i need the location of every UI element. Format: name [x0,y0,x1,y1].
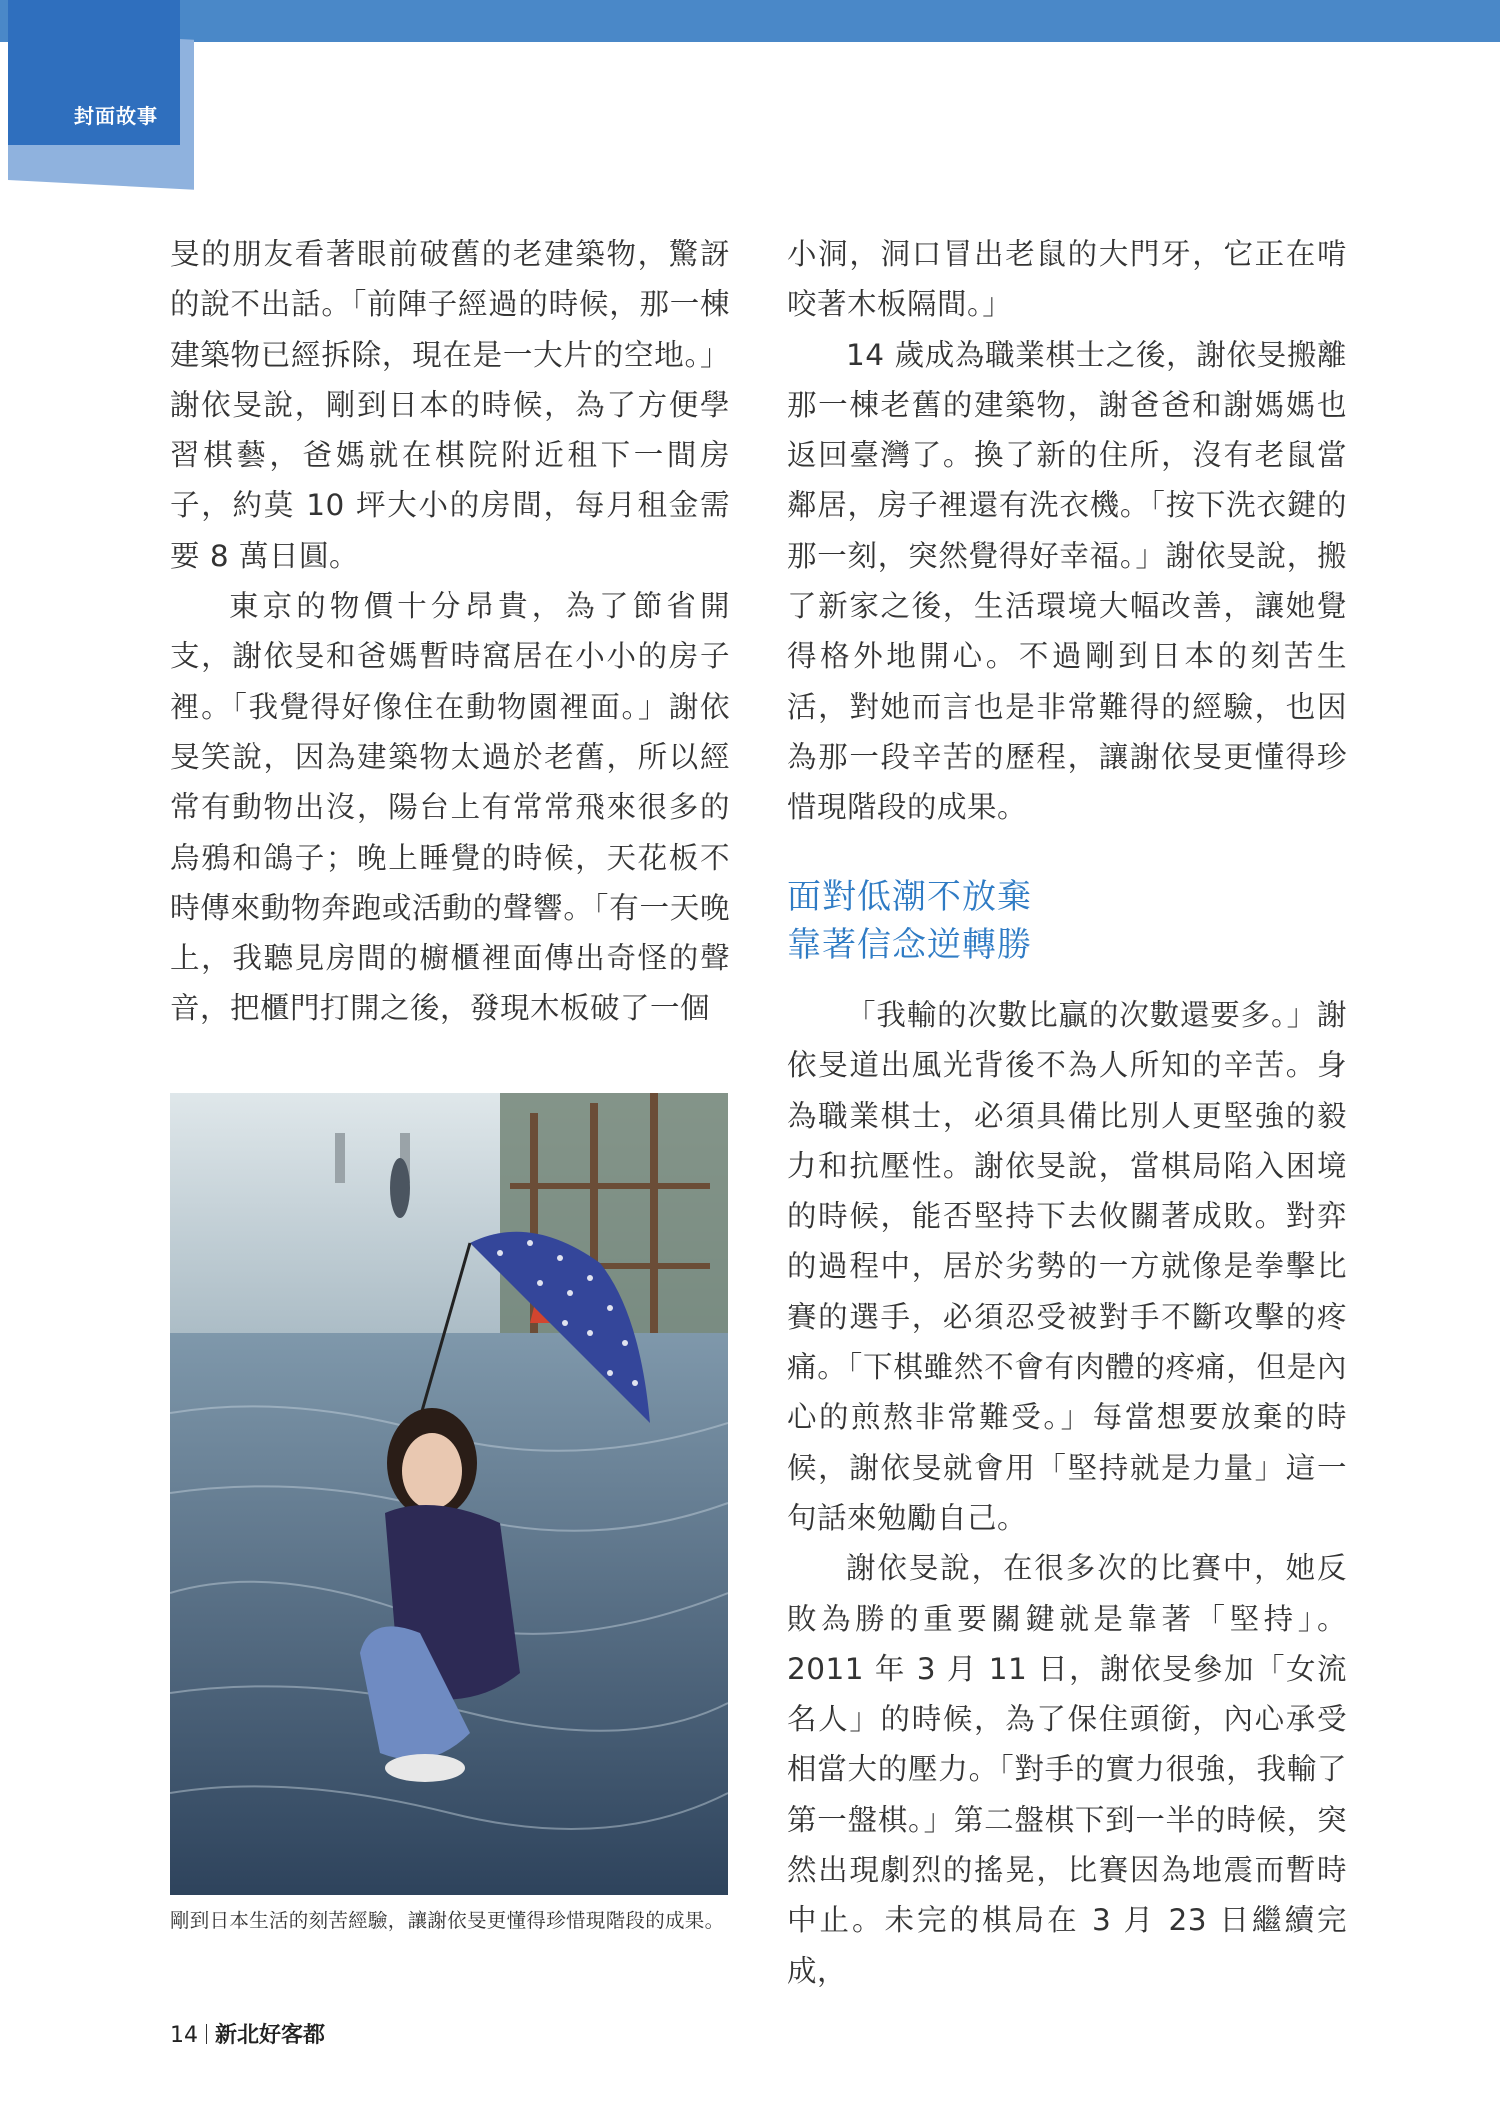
section-label: 封面故事 [74,104,158,128]
section-heading [787,873,1347,969]
photo-illustration [170,1093,728,1895]
paragraph: 小洞，洞口冒出老鼠的大門牙，它正在啃咬著木板隔間。」 [787,237,1347,322]
article-column-right-continued [787,990,1347,1996]
article-column-left [170,229,730,1034]
magazine-name: 新北好客都 [215,2023,326,2048]
footer-divider [206,2024,207,2044]
paragraph: 旻的朋友看著眼前破舊的老建築物，驚訝的說不出話。「前陣子經過的時候，那一棟建築物已經拆除，現在是一大片的空地。」謝依旻說，剛到日本的時候，為了方便學習棋藝，爸媽就在棋院附近租下一間房子，約莫 10 坪大小的房間，每月租金需要 8 萬日圓。 [170,237,730,573]
page-number: 14 [170,2023,198,2048]
article-column-right [787,229,1347,833]
page-footer [170,2018,325,2049]
photo-caption: 剛到日本生活的刻苦經驗，讓謝依旻更懂得珍惜現階段的成果。 [170,1909,725,1932]
top-color-bar [0,0,1500,42]
paragraph: 「我輸的次數比贏的次數還要多。」謝依旻道出風光背後不為人所知的辛苦。身為職業棋士，必須具備比別人更堅強的毅力和抗壓性。謝依旻說，當棋局陷入困境的時候，能否堅持下去攸關著成敗。對弈的過程中，居於劣勢的一方就像是拳擊比賽的選手，必須忍受被對手不斷攻擊的疼痛。「下棋雖然不會有肉體的疼痛，但是內心的煎熬非常難受。」每當想要放棄的時候，謝依旻就會用「堅持就是力量」這一句話來勉勵自己。 [787,998,1347,1535]
paragraph: 東京的物價十分昂貴，為了節省開支，謝依旻和爸媽暫時窩居在小小的房子裡。「我覺得好像住在動物園裡面。」謝依旻笑說，因為建築物太過於老舊，所以經常有動物出沒，陽台上有常常飛來很多的烏鴉和鴿子；晚上睡覺的時候，天花板不時傳來動物奔跑或活動的聲響。「有一天晚上，我聽見房間的櫥櫃裡面傳出奇怪的聲音，把櫃門打開之後，發現木板破了一個 [170,589,730,1026]
paragraph: 謝依旻說，在很多次的比賽中，她反敗為勝的重要關鍵就是靠著「堅持」。2011 年 3 月 11 日，謝依旻參加「女流名人」的時候，為了保住頭銜，內心承受相當大的壓力。「對手的實力很強，我輸了第一盤棋。」第二盤棋下到一半的時候，突然出現劇烈的搖晃，比賽因為地震而暫時中止。未完的棋局在 3 月 23 日繼續完成， [787,1551,1347,1988]
section-heading-line-1: 面對低潮不放棄 [787,877,1032,917]
article-photo [170,1093,728,1895]
section-heading-line-2: 靠著信念逆轉勝 [787,925,1032,965]
paragraph: 14 歲成為職業棋士之後，謝依旻搬離那一棟老舊的建築物，謝爸爸和謝媽媽也返回臺灣了。換了新的住所，沒有老鼠當鄰居，房子裡還有洗衣機。「按下洗衣鍵的那一刻，突然覺得好幸福。」謝依旻說，搬了新家之後，生活環境大幅改善，讓她覺得格外地開心。不過剛到日本的刻苦生活，對她而言也是非常難得的經驗，也因為那一段辛苦的歷程，讓謝依旻更懂得珍惜現階段的成果。 [787,337,1347,825]
